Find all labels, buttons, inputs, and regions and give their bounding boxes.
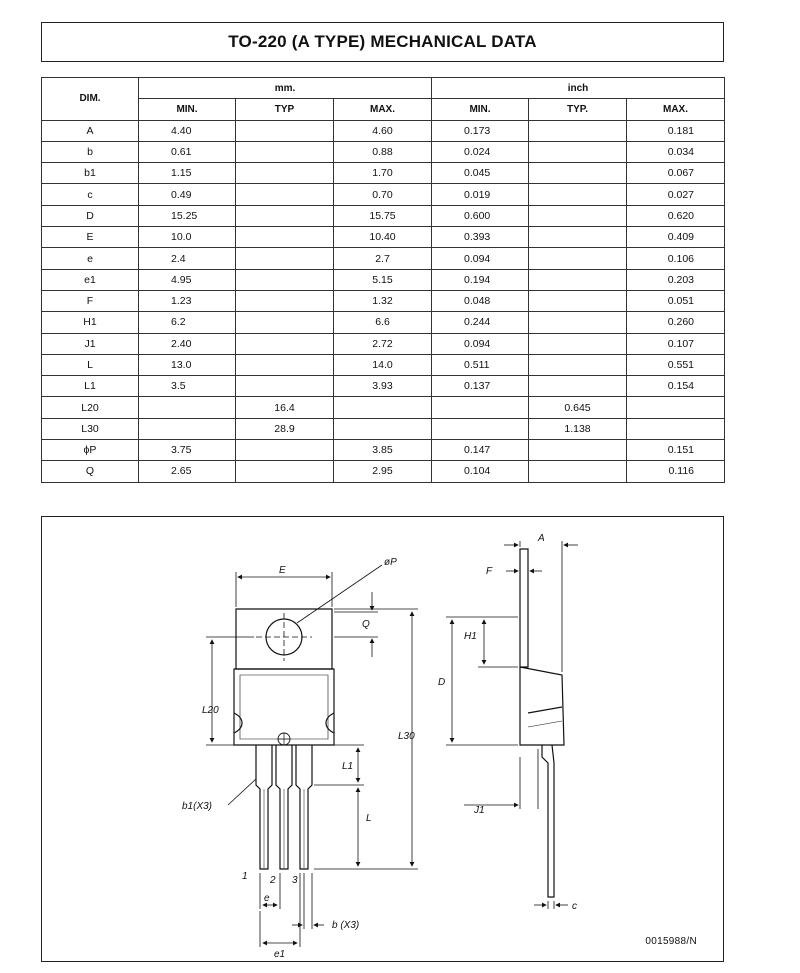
cell-mm-min: 1.15 [139, 163, 236, 184]
cell-in-min: 0.019 [432, 184, 529, 205]
cell-in-min: 0.244 [432, 312, 529, 333]
cell-dim: b1 [42, 163, 139, 184]
cell-mm-min: 10.0 [139, 227, 236, 248]
table-row [42, 397, 725, 418]
cell-dim: L1 [42, 376, 139, 397]
cell-mm-max: 6.6 [334, 312, 432, 333]
label-e: e [264, 893, 270, 904]
cell-mm-min: 2.65 [139, 461, 236, 482]
cell-dim: b [42, 141, 139, 162]
side-dimensions [446, 541, 578, 909]
cell-in-typ [529, 461, 627, 482]
cell-dim: D [42, 205, 139, 226]
label-e1: e1 [274, 949, 286, 960]
cell-dim: L30 [42, 418, 139, 439]
table-body [42, 120, 725, 482]
table-row [42, 418, 725, 439]
label-H1: H1 [464, 631, 477, 642]
cell-mm-typ [236, 141, 334, 162]
cell-mm-typ [236, 120, 334, 141]
cell-mm-typ: 28.9 [236, 418, 334, 439]
cell-in-max: 0.154 [627, 376, 725, 397]
cell-in-max: 0.151 [627, 440, 725, 461]
cell-in-min [432, 418, 529, 439]
cell-mm-max [334, 418, 432, 439]
cell-in-typ [529, 440, 627, 461]
cell-in-min: 0.147 [432, 440, 529, 461]
cell-mm-max: 1.70 [334, 163, 432, 184]
cell-mm-min: 13.0 [139, 354, 236, 375]
cell-dim: H1 [42, 312, 139, 333]
cell-dim: A [42, 120, 139, 141]
cell-mm-min: 2.40 [139, 333, 236, 354]
table-row [42, 227, 725, 248]
cell-in-typ: 0.645 [529, 397, 627, 418]
cell-in-min: 0.104 [432, 461, 529, 482]
cell-in-max: 0.106 [627, 248, 725, 269]
cell-in-min: 0.048 [432, 290, 529, 311]
cell-in-min: 0.094 [432, 333, 529, 354]
cell-mm-min: 3.5 [139, 376, 236, 397]
cell-mm-max: 5.15 [334, 269, 432, 290]
cell-in-min: 0.137 [432, 376, 529, 397]
label-J1: J1 [474, 805, 485, 816]
cell-in-max: 0.027 [627, 184, 725, 205]
cell-dim: L [42, 354, 139, 375]
cell-dim: J1 [42, 333, 139, 354]
label-A: A [538, 533, 545, 544]
package-drawing-svg [42, 517, 725, 963]
drawing-labels [182, 533, 577, 960]
cell-dim: Q [42, 461, 139, 482]
table-row [42, 269, 725, 290]
cell-in-typ [529, 141, 627, 162]
cell-mm-min: 6.2 [139, 312, 236, 333]
cell-in-min [432, 397, 529, 418]
table-row [42, 333, 725, 354]
cell-in-max: 0.051 [627, 290, 725, 311]
cell-in-min: 0.045 [432, 163, 529, 184]
cell-mm-min [139, 397, 236, 418]
dim-header: DIM. [42, 78, 139, 121]
label-c: c [572, 901, 577, 912]
cell-in-max: 0.067 [627, 163, 725, 184]
cell-in-min: 0.024 [432, 141, 529, 162]
cell-mm-max: 2.7 [334, 248, 432, 269]
side-view [520, 549, 564, 897]
table-row [42, 120, 725, 141]
table-row [42, 376, 725, 397]
cell-mm-min: 3.75 [139, 440, 236, 461]
cell-dim: F [42, 290, 139, 311]
cell-in-typ [529, 376, 627, 397]
label-pin-1: 1 [242, 871, 248, 882]
label-E: E [279, 565, 286, 576]
label-L: L [366, 813, 372, 824]
label-b1: b1(X3) [182, 801, 213, 812]
cell-in-max [627, 397, 725, 418]
mm-max-header: MAX. [334, 99, 432, 120]
label-F: F [486, 566, 493, 577]
cell-mm-max: 2.72 [334, 333, 432, 354]
cell-mm-max: 0.88 [334, 141, 432, 162]
cell-in-typ [529, 312, 627, 333]
table-row [42, 440, 725, 461]
drawing-code: 0015988/N [645, 936, 697, 947]
cell-in-min: 0.600 [432, 205, 529, 226]
cell-in-typ: 1.138 [529, 418, 627, 439]
label-Q: Q [362, 619, 370, 630]
cell-mm-typ [236, 163, 334, 184]
mm-header: mm. [139, 78, 432, 99]
cell-mm-max: 3.85 [334, 440, 432, 461]
cell-mm-min: 0.61 [139, 141, 236, 162]
cell-mm-typ [236, 227, 334, 248]
cell-mm-typ [236, 440, 334, 461]
label-D: D [438, 677, 446, 688]
mm-typ-header: TYP [236, 99, 334, 120]
cell-dim: c [42, 184, 139, 205]
cell-mm-max: 10.40 [334, 227, 432, 248]
cell-in-typ [529, 290, 627, 311]
cell-in-min: 0.393 [432, 227, 529, 248]
label-phiP: øP [384, 557, 397, 568]
table-row [42, 184, 725, 205]
cell-in-min: 0.173 [432, 120, 529, 141]
mechanical-drawing [41, 516, 724, 962]
inch-typ-header: TYP. [529, 99, 627, 120]
cell-in-max: 0.034 [627, 141, 725, 162]
cell-mm-typ [236, 376, 334, 397]
cell-mm-typ [236, 205, 334, 226]
inch-header: inch [432, 78, 725, 99]
table-row [42, 163, 725, 184]
cell-in-max: 0.551 [627, 354, 725, 375]
cell-mm-max: 15.75 [334, 205, 432, 226]
front-view [234, 609, 334, 869]
cell-in-max: 0.203 [627, 269, 725, 290]
mechanical-data-table [41, 77, 725, 483]
label-L30: L30 [398, 731, 415, 742]
label-pin-3: 3 [292, 875, 298, 886]
inch-min-header: MIN. [432, 99, 529, 120]
side-tab [520, 549, 528, 667]
cell-in-typ [529, 333, 627, 354]
side-body [520, 667, 564, 745]
cell-in-max: 0.620 [627, 205, 725, 226]
cell-in-typ [529, 248, 627, 269]
cell-in-max: 0.107 [627, 333, 725, 354]
cell-mm-min: 1.23 [139, 290, 236, 311]
cell-mm-max: 2.95 [334, 461, 432, 482]
cell-mm-typ [236, 184, 334, 205]
cell-dim: L20 [42, 397, 139, 418]
cell-in-typ [529, 184, 627, 205]
cell-in-min: 0.194 [432, 269, 529, 290]
mm-min-header: MIN. [139, 99, 236, 120]
table-row [42, 312, 725, 333]
cell-in-min: 0.511 [432, 354, 529, 375]
cell-mm-typ [236, 354, 334, 375]
cell-mm-max [334, 397, 432, 418]
table-row [42, 141, 725, 162]
cell-mm-min: 2.4 [139, 248, 236, 269]
cell-in-typ [529, 269, 627, 290]
cell-dim: ϕP [42, 440, 139, 461]
label-pin-2: 2 [270, 875, 276, 886]
cell-in-min: 0.094 [432, 248, 529, 269]
label-L1: L1 [342, 761, 354, 772]
cell-mm-typ [236, 461, 334, 482]
page-title: TO-220 (A TYPE) MECHANICAL DATA [41, 22, 724, 62]
cell-in-max: 0.116 [627, 461, 725, 482]
cell-in-typ [529, 205, 627, 226]
cell-dim: e1 [42, 269, 139, 290]
cell-mm-min: 4.95 [139, 269, 236, 290]
cell-mm-max: 1.32 [334, 290, 432, 311]
label-b: b (X3) [332, 920, 360, 931]
side-lead [542, 745, 554, 897]
cell-mm-typ [236, 333, 334, 354]
cell-mm-max: 14.0 [334, 354, 432, 375]
table-row [42, 248, 725, 269]
cell-in-max: 0.409 [627, 227, 725, 248]
cell-in-typ [529, 354, 627, 375]
cell-in-max [627, 418, 725, 439]
cell-mm-typ [236, 312, 334, 333]
cell-mm-max: 4.60 [334, 120, 432, 141]
cell-in-max: 0.181 [627, 120, 725, 141]
cell-in-typ [529, 227, 627, 248]
cell-mm-min: 4.40 [139, 120, 236, 141]
cell-mm-min: 0.49 [139, 184, 236, 205]
cell-in-max: 0.260 [627, 312, 725, 333]
cell-mm-typ [236, 269, 334, 290]
cell-mm-min: 15.25 [139, 205, 236, 226]
cell-mm-typ [236, 290, 334, 311]
cell-mm-max: 3.93 [334, 376, 432, 397]
table-row [42, 354, 725, 375]
cell-mm-min [139, 418, 236, 439]
cell-dim: E [42, 227, 139, 248]
label-L20: L20 [202, 705, 219, 716]
cell-mm-max: 0.70 [334, 184, 432, 205]
table-row [42, 205, 725, 226]
cell-mm-typ: 16.4 [236, 397, 334, 418]
table-row [42, 461, 725, 482]
cell-mm-typ [236, 248, 334, 269]
cell-in-typ [529, 163, 627, 184]
table-row [42, 290, 725, 311]
cell-in-typ [529, 120, 627, 141]
inch-max-header: MAX. [627, 99, 725, 120]
cell-dim: e [42, 248, 139, 269]
